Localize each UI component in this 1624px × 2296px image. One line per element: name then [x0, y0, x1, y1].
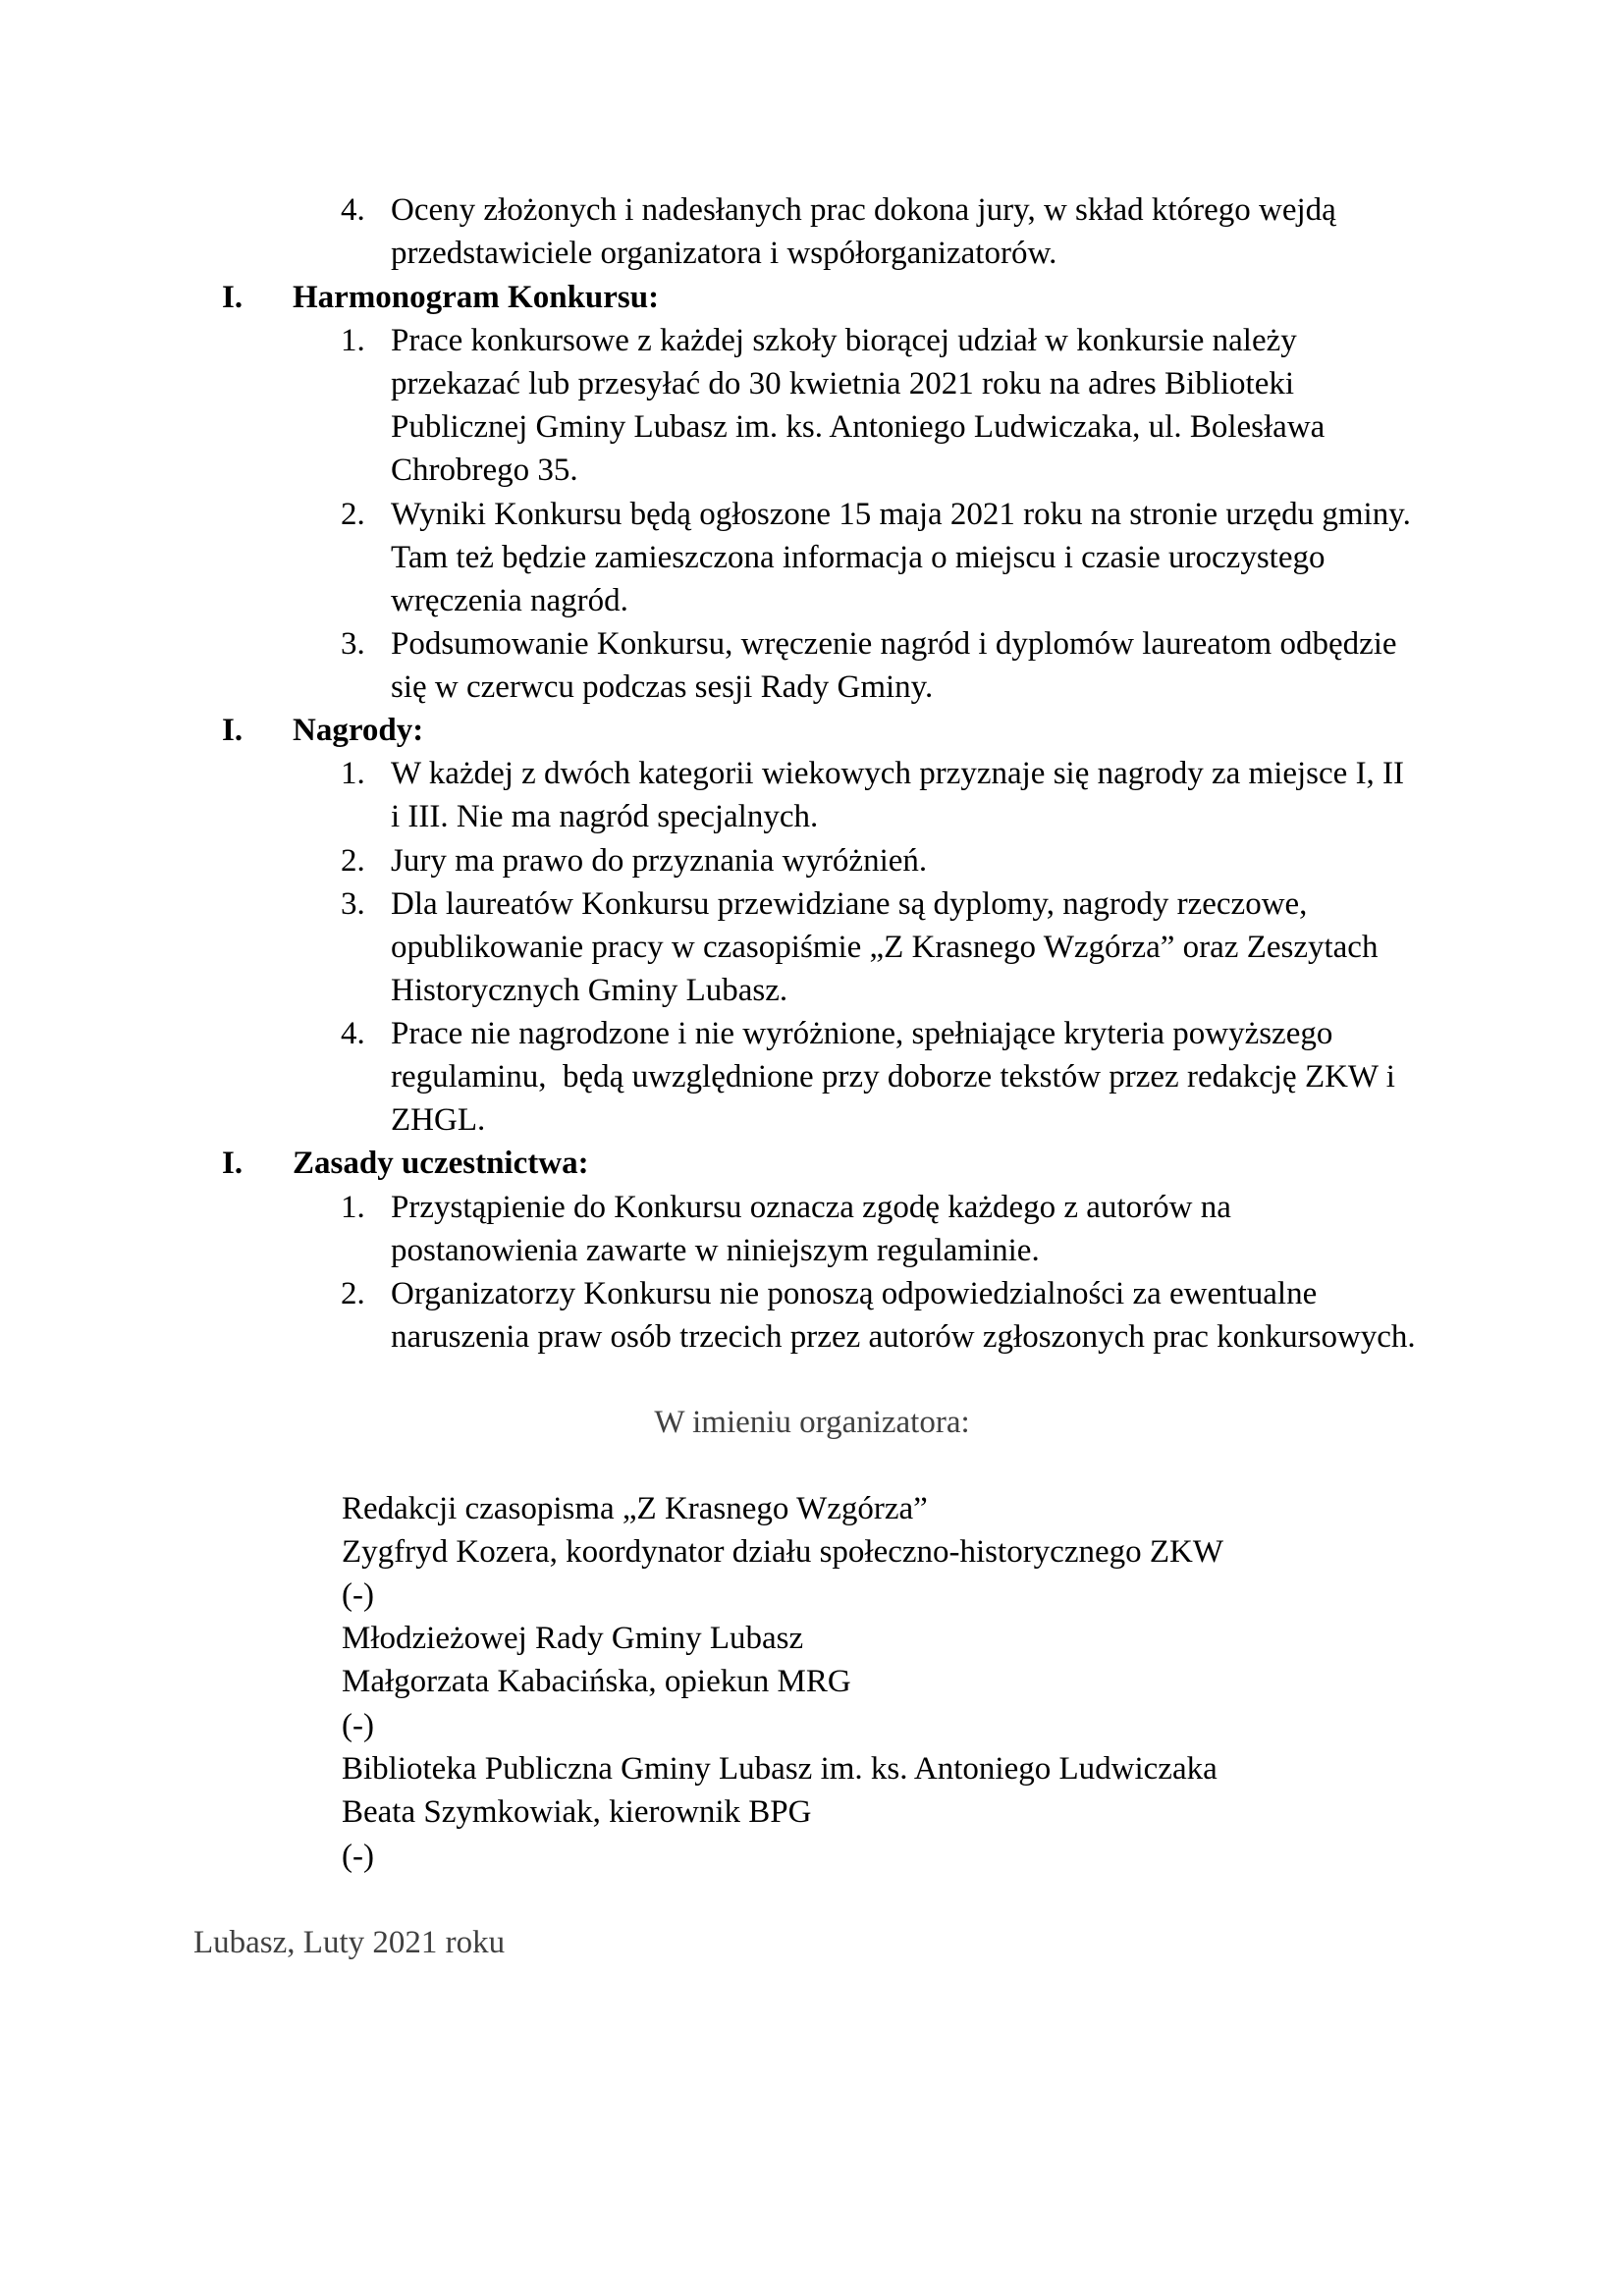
list-number: 1.	[341, 323, 365, 358]
list-number: 4.	[341, 1016, 365, 1051]
list-item-text-line: opublikowanie pracy w czasopiśmie „Z Krasnego Wzgórza” oraz Zeszytach	[391, 930, 1379, 965]
list-item-text-line: wręczenia nagród.	[391, 583, 628, 618]
list-item-text-line: Wyniki Konkursu będą ogłoszone 15 maja 2021 roku na stronie urzędu gminy.	[391, 497, 1411, 532]
list-item-text-line: Prace konkursowe z każdej szkoły biorącej udział w konkursie należy	[391, 323, 1297, 358]
list-number: 1.	[341, 1190, 365, 1225]
signature-mark: (-)	[342, 1577, 374, 1613]
list-item-text-line: Podsumowanie Konkursu, wręczenie nagród i dyplomów laureatom odbędzie	[391, 626, 1397, 662]
section-marker: I.	[222, 280, 244, 315]
list-item-text-line: przekazać lub przesyłać do 30 kwietnia 2021 roku na adres Biblioteki	[391, 366, 1295, 401]
list-item-text-line: W każdej z dwóch kategorii wiekowych przyznaje się nagrody za miejsce I, II	[391, 756, 1405, 791]
list-item-text-line: postanowienia zawarte w niniejszym regulaminie.	[391, 1233, 1040, 1268]
list-item-text-line: Publicznej Gminy Lubasz im. ks. Antoniego Ludwiczaka, ul. Bolesława	[391, 409, 1326, 445]
section-heading: Nagrody:	[293, 713, 424, 748]
section-marker: I.	[222, 1146, 244, 1181]
section-heading: Zasady uczestnictwa:	[293, 1146, 589, 1181]
list-item-text-line: i III. Nie ma nagród specjalnych.	[391, 799, 819, 834]
list-item-text-line: Chrobrego 35.	[391, 453, 578, 488]
list-number: 2.	[341, 497, 365, 532]
list-item-text-line: Historycznych Gminy Lubasz.	[391, 973, 788, 1008]
list-item-text-line: Prace nie nagrodzone i nie wyróżnione, spełniające kryteria powyższego	[391, 1016, 1333, 1051]
list-item-text-line: Przystąpienie do Konkursu oznacza zgodę każdego z autorów na	[391, 1190, 1231, 1225]
list-item-text-line: regulaminu, będą uwzględnione przy doborze tekstów przez redakcję ZKW i	[391, 1059, 1395, 1095]
signature-line: Biblioteka Publiczna Gminy Lubasz im. ks. Antoniego Ludwiczaka	[342, 1751, 1218, 1787]
list-number: 4.	[341, 192, 365, 228]
list-number: 3.	[341, 886, 365, 922]
list-number: 2.	[341, 843, 365, 879]
signature-line: Redakcji czasopisma „Z Krasnego Wzgórza”	[342, 1491, 928, 1526]
list-item-text-line: ZHGL.	[391, 1102, 486, 1138]
list-item-text-line: Oceny złożonych i nadesłanych prac dokona jury, w skład którego wejdą	[391, 192, 1336, 228]
list-number: 2.	[341, 1276, 365, 1311]
signature-line: Zygfryd Kozera, koordynator działu społeczno-historycznego ZKW	[342, 1534, 1224, 1570]
signature-mark: (-)	[342, 1708, 374, 1743]
list-item-text-line: Dla laureatów Konkursu przewidziane są dyplomy, nagrody rzeczowe,	[391, 886, 1308, 922]
signature-line: Beata Szymkowiak, kierownik BPG	[342, 1794, 812, 1830]
section-heading: Harmonogram Konkursu:	[293, 280, 660, 315]
list-number: 1.	[341, 756, 365, 791]
list-item-text-line: przedstawiciele organizatora i współorganizatorów.	[391, 236, 1057, 271]
signature-line: Młodzieżowej Rady Gminy Lubasz	[342, 1621, 804, 1656]
signature-mark: (-)	[342, 1839, 374, 1874]
list-item-text-line: naruszenia praw osób trzecich przez autorów zgłoszonych prac konkursowych.	[391, 1319, 1416, 1355]
place-date: Lubasz, Luty 2021 roku	[193, 1925, 506, 1960]
list-number: 3.	[341, 626, 365, 662]
on-behalf-heading: W imieniu organizatora:	[654, 1405, 970, 1440]
list-item-text-line: Organizatorzy Konkursu nie ponoszą odpowiedzialności za ewentualne	[391, 1276, 1318, 1311]
section-marker: I.	[222, 713, 244, 748]
list-item-text-line: Jury ma prawo do przyznania wyróżnień.	[391, 843, 928, 879]
list-item-text-line: Tam też będzie zamieszczona informacja o miejscu i czasie uroczystego	[391, 540, 1326, 575]
signature-line: Małgorzata Kabacińska, opiekun MRG	[342, 1664, 851, 1699]
list-item-text-line: się w czerwcu podczas sesji Rady Gminy.	[391, 669, 934, 705]
